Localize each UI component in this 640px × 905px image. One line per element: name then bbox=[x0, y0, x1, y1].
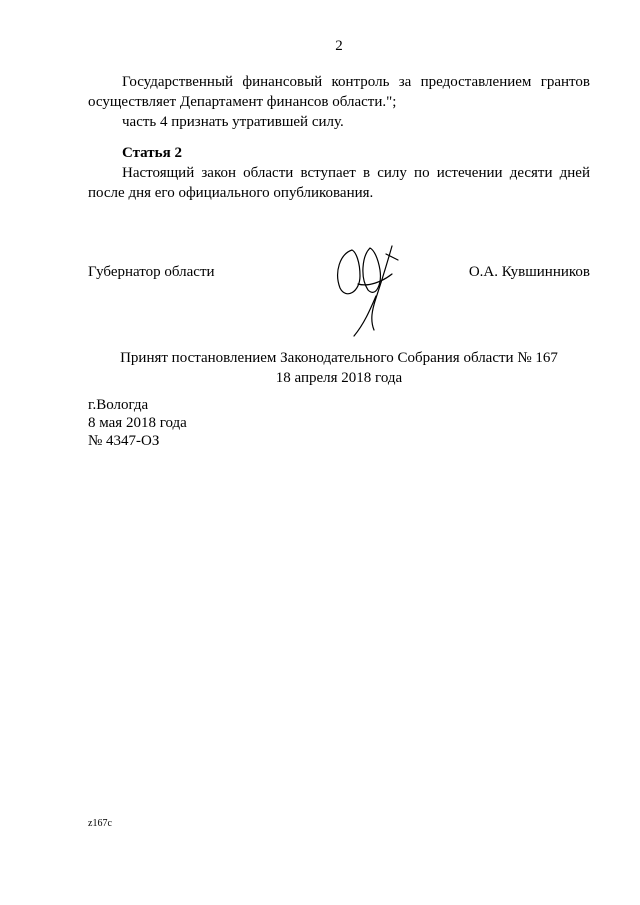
signatory-position: Губернатор области bbox=[88, 264, 215, 280]
footer-number: № 4347-ОЗ bbox=[88, 433, 160, 449]
page-number: 2 bbox=[335, 38, 343, 54]
signature-stroke bbox=[372, 246, 392, 330]
paragraph-grant-control: Государственный финансовый контроль за предоставлением грантов осуществляет Департамент финансов области."; bbox=[88, 74, 590, 110]
document-body bbox=[88, 72, 590, 203]
signature-image bbox=[330, 240, 405, 340]
adoption-line-1: Принят постановлением Законодательного Собрания области № 167 bbox=[120, 350, 558, 366]
signatory-name: О.А. Кувшинников bbox=[468, 264, 590, 280]
signature-stroke bbox=[354, 296, 376, 336]
adoption-date: 18 апреля 2018 года bbox=[275, 370, 403, 386]
document-footer bbox=[88, 396, 187, 450]
signature-stroke bbox=[338, 250, 360, 294]
footer-city: г.Вологда bbox=[88, 397, 149, 413]
footer-date: 8 мая 2018 года bbox=[88, 415, 187, 431]
document-code: z167c bbox=[88, 818, 112, 829]
article-heading: Статья 2 bbox=[122, 145, 182, 161]
adoption-note bbox=[88, 348, 590, 388]
paragraph-part-4: часть 4 признать утратившей силу. bbox=[122, 114, 344, 130]
signature-stroke bbox=[363, 248, 380, 292]
article-text: Настоящий закон области вступает в силу по истечении десяти дней после дня его официального опубликования. bbox=[88, 165, 590, 201]
